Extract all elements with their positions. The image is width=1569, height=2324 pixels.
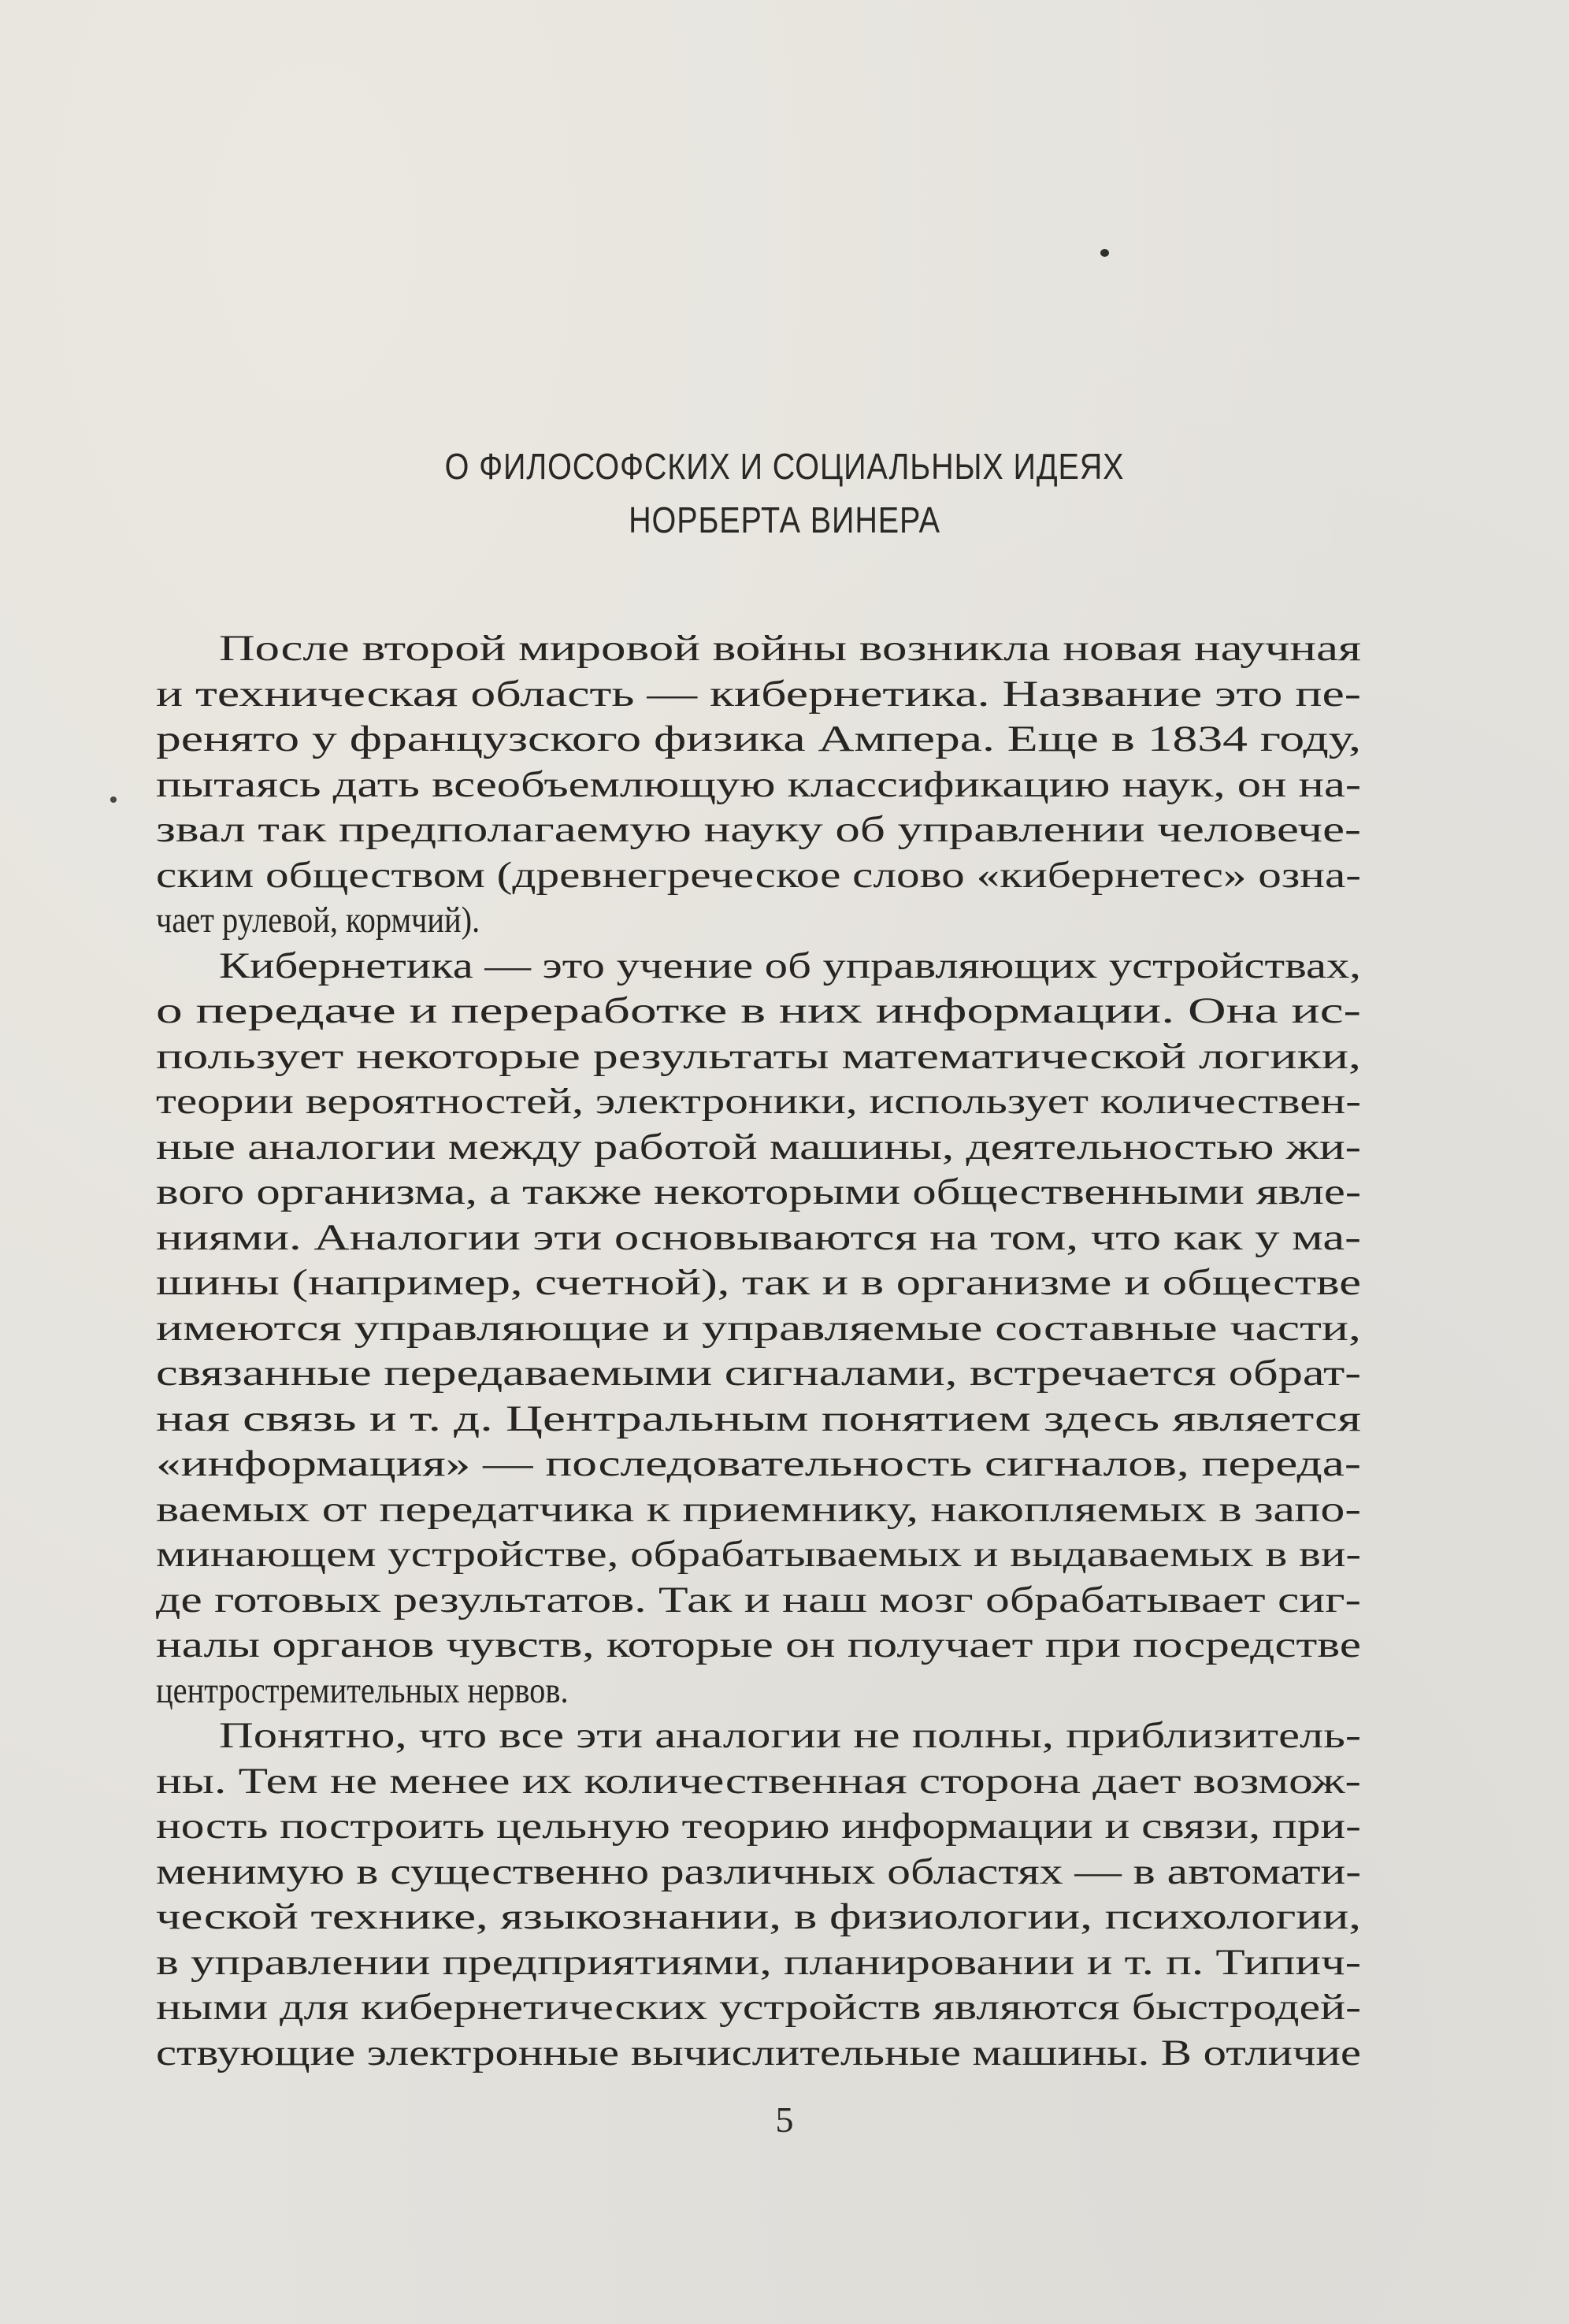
paragraph [156, 1713, 1361, 2076]
text-line [156, 1623, 1361, 1669]
text-line-content: ваемых от передатчика к приемнику, накопляемых в запо- [156, 1488, 1361, 1530]
chapter-title-line-2: НОРБЕРТА ВИНЕРА [629, 499, 940, 540]
paragraph [156, 626, 1361, 944]
text-line-content: Кибернетика — это учение об управляющих устройствах, [219, 945, 1361, 986]
text-line-content: шины (например, счетной), так и в организме и обществе [156, 1262, 1361, 1303]
text-line-content: налы органов чувств, которые он получает при посредстве [156, 1624, 1361, 1665]
text-line-content: имеются управляющие и управляемые составные части, [156, 1307, 1361, 1349]
body-text [156, 626, 1361, 2076]
paragraph [156, 944, 1361, 1714]
text-line [156, 672, 1361, 718]
text-line [156, 1895, 1361, 1940]
text-line [156, 1260, 1361, 1306]
text-line [156, 1532, 1361, 1578]
text-line [156, 1759, 1361, 1805]
chapter-title-line-1: О ФИЛОСОФСКИХ И СОЦИАЛЬНЫХ ИДЕЯХ [444, 446, 1125, 487]
text-line-content: минающем устройстве, обрабатываемых и выдаваемых в ви- [156, 1534, 1362, 1575]
text-line-content: и техническая область — кибернетика. Название это пе- [156, 673, 1362, 715]
text-line [156, 1940, 1361, 1986]
text-line [156, 1079, 1361, 1125]
text-line [156, 898, 1361, 944]
text-line [156, 1306, 1361, 1352]
ink-speck [1100, 249, 1109, 257]
text-line-content: пытаясь дать всеобъемлющую классификацию наук, он на- [156, 763, 1362, 805]
text-line-content: Понятно, что все эти аналогии не полны, приблизитель- [219, 1715, 1361, 1756]
text-line [156, 1216, 1361, 1261]
text-line-content: связанные передаваемыми сигналами, встречается обрат- [156, 1353, 1362, 1394]
text-line-content: ческой технике, языкознании, в физиологии, психологии, [156, 1896, 1362, 1937]
text-line-content: о передаче и переработке в них информации. Она ис- [156, 990, 1361, 1031]
text-line [156, 989, 1361, 1034]
text-line-content: теории вероятностей, электроники, использует количествен- [156, 1081, 1361, 1122]
text-line-content: ны. Тем не менее их количественная сторона дает возмож- [156, 1760, 1361, 1802]
text-line [156, 2031, 1361, 2077]
text-line-content: звал так предполагаемую науку об управлении человече- [156, 809, 1361, 850]
text-line-content: пользует некоторые результаты математической логики, [156, 1035, 1362, 1077]
text-line [156, 1125, 1361, 1171]
page-number: 5 [775, 2099, 794, 2140]
text-line-content: После второй мировой войны возникла новая научная [219, 628, 1361, 669]
text-line-content: центростремительных нервов. [156, 1669, 569, 1711]
text-line-content: ная связь и т. д. Центральным понятием здесь является [156, 1398, 1361, 1439]
text-line [156, 944, 1361, 989]
text-line [156, 1804, 1361, 1850]
text-line-content: менимую в существенно различных областях — в автомати- [156, 1851, 1362, 1892]
text-line [156, 853, 1361, 899]
text-line-content: ность построить цельную теорию информации и связи, при- [156, 1806, 1361, 1847]
text-line-content: ским обществом (древнегреческое слово «кибернетес» озна- [156, 854, 1362, 896]
text-line-content: чает рулевой, кормчий). [156, 900, 480, 941]
text-line [156, 1397, 1361, 1442]
text-line-content: ные аналогии между работой машины, деятельностью жи- [156, 1126, 1362, 1168]
text-line [156, 1713, 1361, 1759]
text-line-content: ными для кибернетических устройств являются быстродей- [156, 1987, 1362, 2028]
text-line-content: ствующие электронные вычислительные машины. В отличие [156, 2032, 1361, 2073]
text-line [156, 717, 1361, 763]
text-line [156, 763, 1361, 808]
text-line [156, 1669, 1361, 1714]
text-line [156, 807, 1361, 853]
text-line [156, 1442, 1361, 1487]
text-line [156, 1351, 1361, 1397]
text-line-content: «информация» — последовательность сигналов, переда- [156, 1443, 1361, 1484]
text-line [156, 626, 1361, 672]
text-line [156, 1034, 1361, 1080]
text-line [156, 1170, 1361, 1216]
text-line-content: де готовых результатов. Так и наш мозг обрабатывает сиг- [156, 1579, 1362, 1620]
ink-speck [110, 796, 117, 803]
text-line [156, 1985, 1361, 2031]
text-line-content: вого организма, а также некоторыми общественными явле- [156, 1171, 1362, 1212]
text-line [156, 1578, 1361, 1624]
text-line-content: ренято у французского физика Ампера. Еще в 1834 году, [156, 718, 1362, 759]
text-line [156, 1850, 1361, 1895]
text-line-content: в управлении предприятиями, планировании и т. п. Типич- [156, 1941, 1362, 1983]
text-line-content: ниями. Аналогии эти основываются на том, что как у ма- [156, 1216, 1362, 1258]
text-line [156, 1487, 1361, 1533]
